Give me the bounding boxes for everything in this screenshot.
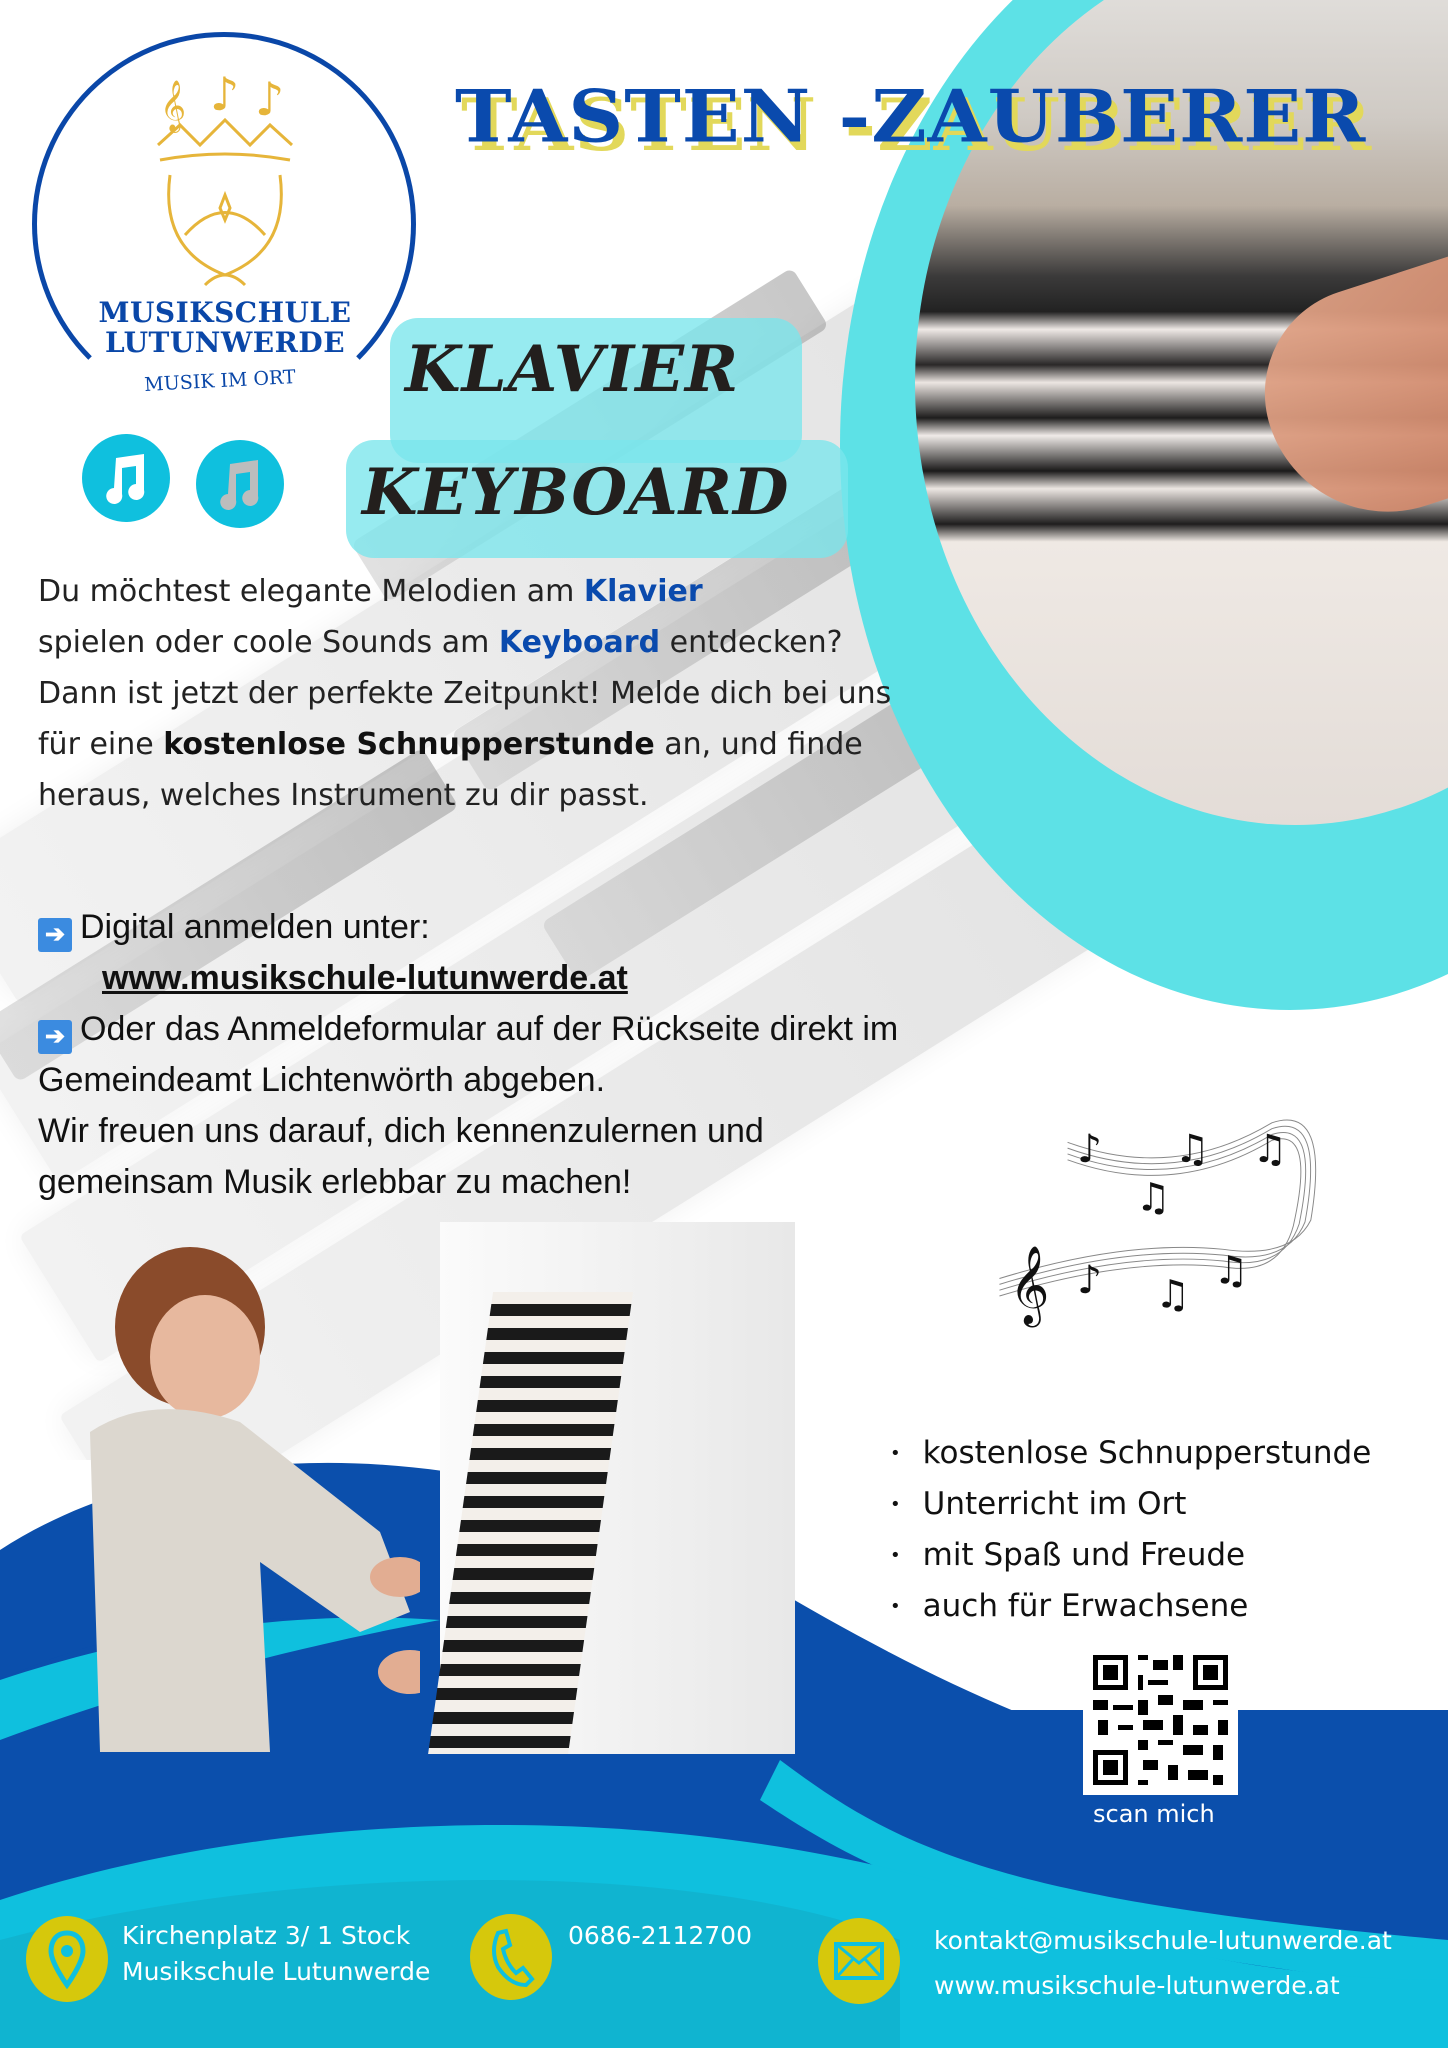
svg-text:♪: ♪ xyxy=(210,67,240,121)
svg-text:♪: ♪ xyxy=(1077,1258,1103,1304)
email-icon xyxy=(818,1918,900,2004)
feature-list xyxy=(890,1428,1371,1632)
sheet-music-decoration xyxy=(980,1100,1340,1350)
qr-caption: scan mich xyxy=(1093,1800,1215,1828)
svg-text:♫: ♫ xyxy=(1135,1175,1171,1221)
feature-item: • kostenlose Schnupperstunde xyxy=(890,1428,1371,1479)
phone-icon xyxy=(470,1914,552,2000)
svg-text:𝄞: 𝄞 xyxy=(1009,1245,1050,1325)
svg-text:♫: ♫ xyxy=(1174,1126,1210,1172)
arrow-right-icon: ➔ xyxy=(38,1020,72,1054)
svg-text:♪: ♪ xyxy=(1077,1126,1103,1172)
phone-number[interactable]: 0686-2112700 xyxy=(568,1921,752,1950)
feature-item: • Unterricht im Ort xyxy=(890,1479,1371,1530)
location-pin-icon xyxy=(26,1916,108,2002)
website-link[interactable]: www.musikschule-lutunwerde.at xyxy=(934,1971,1340,2000)
page-title: TASTEN -ZAUBERER xyxy=(455,74,1367,159)
crown-logo-icon xyxy=(150,60,300,290)
logo-school-name: MUSIKSCHULE LUTUNWERDE xyxy=(98,296,352,359)
highlight-klavier: Klavier xyxy=(583,574,703,609)
qr-code[interactable] xyxy=(1083,1645,1238,1795)
music-note-icon xyxy=(82,434,170,522)
email-link[interactable]: kontakt@musikschule-lutunwerde.at xyxy=(934,1926,1392,1955)
subtitle-klavier: KLAVIER xyxy=(405,332,740,407)
logo-tagline: MUSIK IM ORT xyxy=(143,366,297,396)
svg-text:♫: ♫ xyxy=(1155,1272,1191,1318)
registration-info: ➔ Digital anmelden unter: www.musikschule-lutunwerde.at ➔ Oder das Anmeldeformular auf der Rückseite direkt im Gemeindeamt Lichtenwörth abgeben. Wir freuen uns darauf, dich kennenzulernen und gemeinsam Musik erlebbar zu machen! xyxy=(38,908,899,1201)
registration-url-link[interactable]: www.musikschule-lutunwerde.at xyxy=(102,959,628,997)
music-note-icon xyxy=(196,440,284,528)
feature-item: • mit Spaß und Freude xyxy=(890,1530,1371,1581)
arrow-right-icon: ➔ xyxy=(38,918,72,952)
subtitle-keyboard: KEYBOARD xyxy=(362,455,790,530)
svg-text:♫: ♫ xyxy=(1252,1126,1288,1172)
intro-paragraph: Du möchtest elegante Melodien am Klavier spielen oder coole Sounds am Keyboard entdecken? Dann ist jetzt der perfekte Zeitpunkt! Melde dich bei uns für eine kostenlose Schnupperstunde an, und finde heraus, welches Instrument zu dir passt. xyxy=(38,574,892,813)
qr-code-icon xyxy=(1083,1645,1238,1795)
svg-text:𝄞: 𝄞 xyxy=(160,80,187,131)
svg-text:♫: ♫ xyxy=(1213,1248,1249,1294)
feature-item: • auch für Erwachsene xyxy=(890,1581,1371,1632)
address: Kirchenplatz 3/ 1 Stock Musikschule Lutunwerde xyxy=(122,1921,431,1986)
boy-at-piano-photo xyxy=(40,1222,795,1754)
contact-info xyxy=(934,1918,1392,2008)
highlight-keyboard: Keyboard xyxy=(498,625,661,660)
highlight-trial-lesson: kostenlose Schnupperstunde xyxy=(163,727,655,762)
svg-text:♪: ♪ xyxy=(255,72,285,126)
